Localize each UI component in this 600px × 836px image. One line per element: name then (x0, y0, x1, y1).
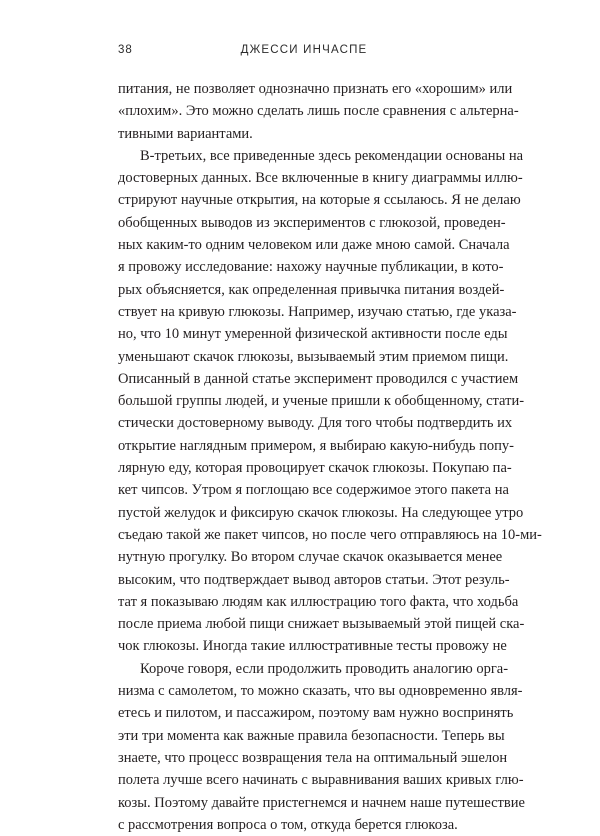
text-line: съедаю такой же пакет чипсов, но после чего отправляюсь на 10-ми- (118, 526, 542, 543)
text-line: низма с самолетом, то можно сказать, что вы одновременно явля- (118, 683, 523, 700)
text-line: кет чипсов. Утром я поглощаю все содержимое этого пакета на (118, 482, 509, 499)
paragraph-1 (118, 78, 519, 145)
text-line: тивными вариантами. (118, 125, 253, 142)
paragraph-3 (118, 658, 525, 836)
text-line: достоверных данных. Все включенные в книгу диаграммы иллю- (118, 170, 523, 187)
text-line: ных каким-то одним человеком или даже мною самой. Сначала (118, 237, 510, 254)
running-header (118, 44, 490, 60)
text-line: пустой желудок и фиксирую скачок глюкозы. На следующее утро (118, 504, 524, 521)
text-line: эти три момента как важные правила безопасности. Теперь вы (118, 727, 505, 744)
text-line: нутную прогулку. Во втором случае скачок оказывается менее (118, 549, 503, 566)
text-line: уменьшают скачок глюкозы, вызываемый этим приемом пищи. (118, 348, 509, 365)
text-line: рых объясняется, как определенная привычка питания воздей- (118, 281, 505, 298)
body-text (118, 78, 542, 836)
text-line: В-третьих, все приведенные здесь рекомендации основаны на (140, 147, 524, 164)
text-line: ствует на кривую глюкозы. Например, изучаю статью, где указа- (118, 303, 517, 320)
text-line: питания, не позволяет однозначно признать его «хорошим» или (118, 81, 513, 97)
text-line: с рассмотрения вопроса о том, откуда берется глюкоза. (118, 816, 458, 833)
running-title: ДЖЕССИ ИНЧАСПЕ (240, 44, 368, 56)
text-line: высоким, что подтверждает вывод авторов статьи. Этот резуль- (118, 571, 510, 588)
text-line: после приема любой пищи снижает вызываемый этой пищей ска- (118, 616, 525, 633)
text-line: стически достоверному выводу. Для того чтобы подтвердить их (118, 415, 513, 432)
text-line: полета лучше всего начинать с выравнивания ваших кривых глю- (118, 772, 524, 789)
text-line: открытие наглядным примером, я выбираю какую-нибудь попу- (118, 437, 514, 454)
page-number: 38 (118, 44, 133, 56)
paragraph-2 (118, 145, 542, 658)
text-line: я провожу исследование: нахожу научные публикации, в кото- (118, 259, 504, 276)
text-line: знаете, что процесс возвращения тела на оптимальный эшелон (118, 749, 508, 766)
text-line: стрируют научные открытия, на которые я ссылаюсь. Я не делаю (118, 192, 521, 209)
text-line: козы. Поэтому давайте пристегнемся и начнем наше путешествие (118, 794, 525, 811)
text-line: чок глюкозы. Иногда такие иллюстративные тесты провожу не (118, 638, 507, 655)
text-line: «плохим». Это можно сделать лишь после сравнения с альтерна- (118, 103, 519, 120)
text-line: етесь и пилотом, и пассажиром, поэтому вам нужно воспринять (118, 705, 514, 722)
text-line: большой группы людей, и ученые пришли к обобщенному, стати- (118, 393, 525, 410)
text-line: Короче говоря, если продолжить проводить аналогию орга- (140, 660, 509, 677)
text-line: но, что 10 минут умеренной физической активности после еды (118, 326, 508, 343)
text-line: лярную еду, которая провоцирует скачок глюкозы. Покупаю па- (118, 460, 512, 477)
text-line: Описанный в данной статье эксперимент проводился с участием (118, 370, 519, 387)
text-line: обобщенных выводов из экспериментов с глюкозой, проведен- (118, 214, 506, 231)
text-line: тат я показываю людям как иллюстрацию того факта, что ходьба (118, 593, 519, 610)
